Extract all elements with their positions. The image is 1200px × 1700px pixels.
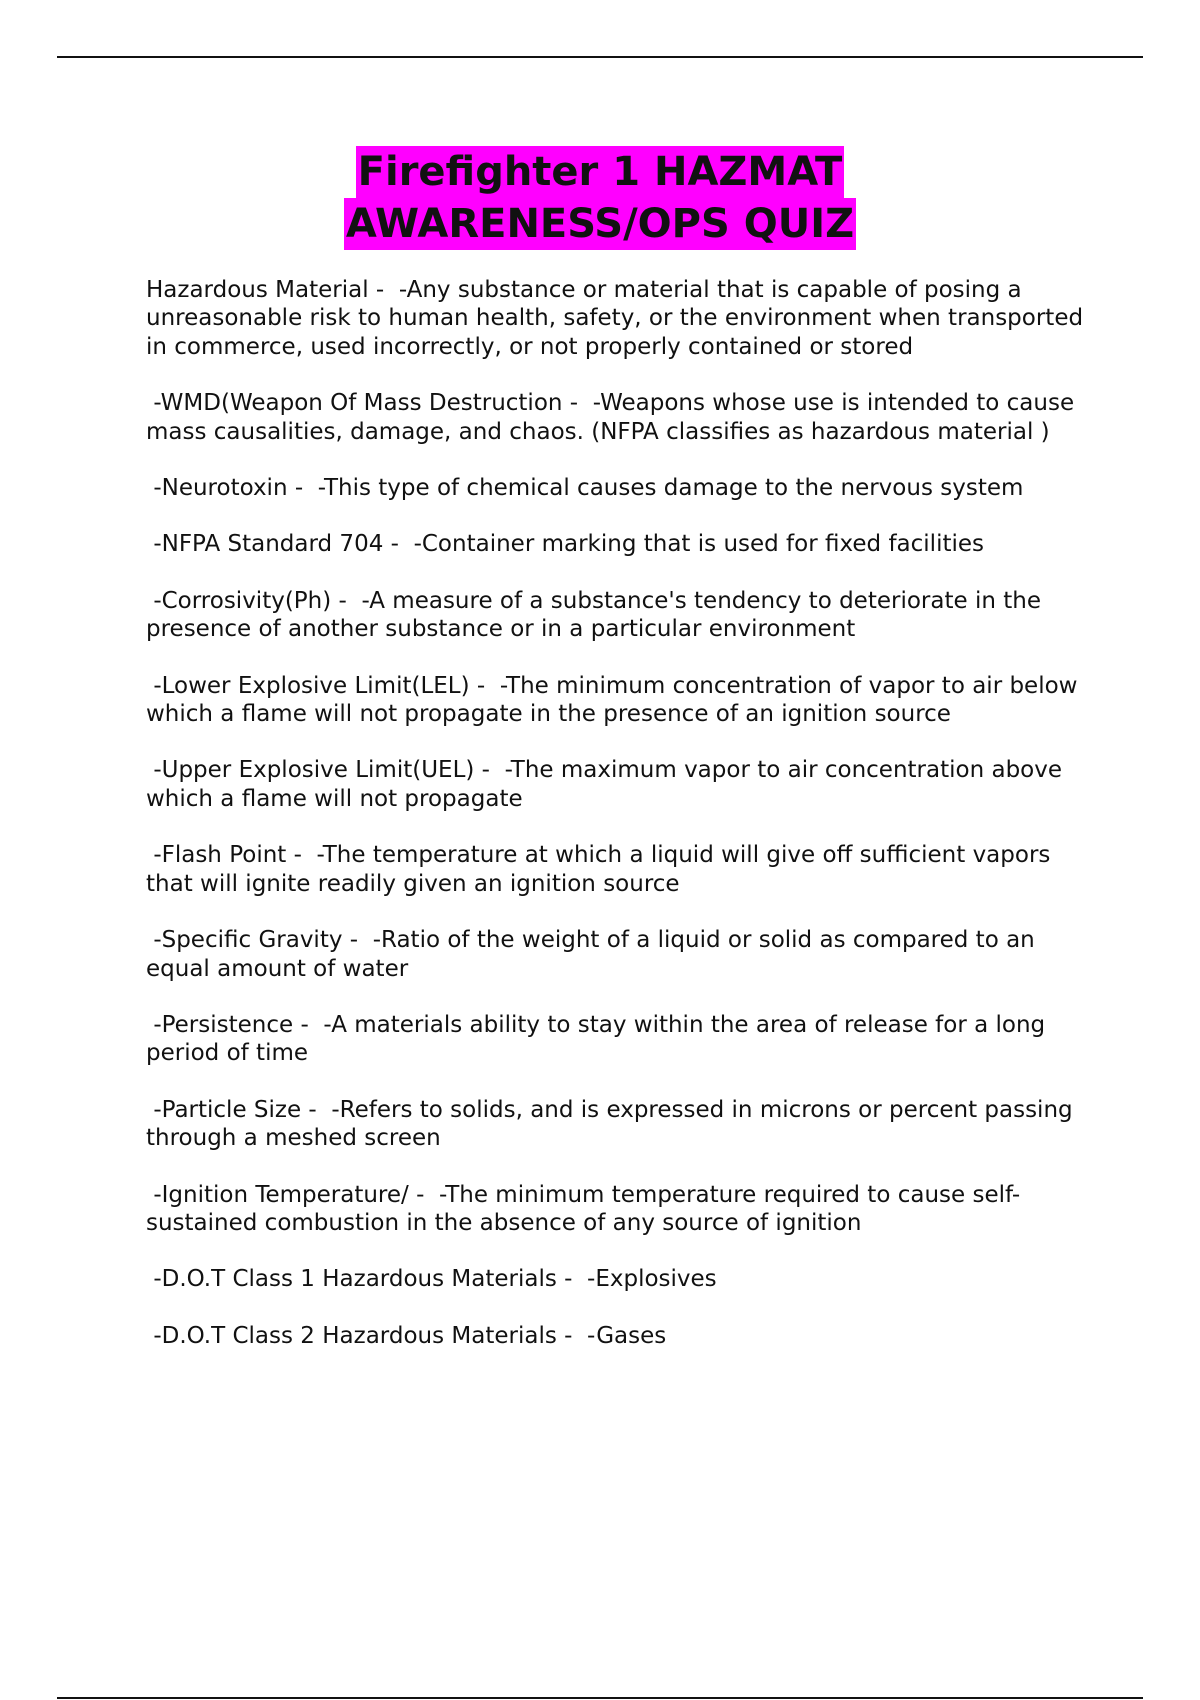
entry-separator: -: [301, 1096, 332, 1123]
entry-term: Hazardous Material: [146, 277, 369, 303]
entry-term: -Ignition Temperature/: [146, 1181, 409, 1208]
entry-term: -NFPA Standard 704: [146, 531, 384, 558]
entry-persistence: [146, 1011, 1096, 1068]
entry-definition: -The minimum concentration of vapor to air below which a flame will not propagate in the presence of an ignition source: [146, 672, 1085, 728]
entry-term: -WMD(Weapon Of Mass Destruction: [146, 390, 563, 417]
entry-separator: -: [556, 1322, 588, 1349]
entry-separator: -: [331, 587, 362, 614]
entry-definition: -Refers to solids, and is expressed in microns or percent passing through a meshed screen: [146, 1096, 1080, 1152]
title-line-1: Firefighter 1 HAZMAT: [356, 146, 845, 198]
entry-definition: -The temperature at which a liquid will give off sufficient vapors that will ignite readily given an ignition source: [146, 842, 1058, 897]
entry-term: -Upper Explosive Limit(UEL): [146, 757, 475, 784]
quiz-entries: [146, 276, 1096, 1378]
entry-term: -Specific Gravity: [146, 927, 343, 954]
entry-definition: -This type of chemical causes damage to the nervous system: [317, 475, 1024, 502]
entry-term: -D.O.T Class 2 Hazardous Materials: [146, 1322, 557, 1349]
entry-separator: -: [383, 531, 414, 558]
entry-term: -Corrosivity(Ph): [146, 587, 332, 614]
entry-hazardous-material: [146, 276, 1096, 361]
entry-particle-size: [146, 1096, 1096, 1153]
entry-neurotoxin: [146, 474, 1096, 502]
entry-corrosivity: [146, 587, 1096, 644]
entry-term: -D.O.T Class 1 Hazardous Materials: [146, 1266, 557, 1293]
entry-separator: -: [286, 842, 317, 869]
entry-term: -Neurotoxin: [146, 475, 288, 502]
entry-flash-point: [146, 841, 1096, 898]
entry-separator: -: [556, 1266, 588, 1293]
entry-separator: -: [293, 1011, 324, 1038]
entry-separator: -: [408, 1181, 440, 1208]
entry-separator: -: [287, 475, 318, 502]
entry-separator: -: [562, 390, 593, 417]
entry-dot-class-1: [146, 1265, 1096, 1293]
entry-nfpa-704: [146, 530, 1096, 558]
entry-definition: -A materials ability to stay within the area of release for a long period of time: [146, 1011, 1053, 1067]
entry-specific-gravity: [146, 926, 1096, 983]
entry-definition: -Container marking that is used for fixed facilities: [413, 531, 984, 558]
entry-definition: -Ratio of the weight of a liquid or solid as compared to an equal amount of water: [146, 927, 1043, 982]
document-title: [0, 146, 1200, 250]
entry-uel: [146, 756, 1096, 813]
entry-term: -Persistence: [146, 1011, 294, 1038]
entry-dot-class-2: [146, 1322, 1096, 1350]
entry-separator: -: [474, 757, 505, 784]
entry-definition: -Any substance or material that is capable of posing a unreasonable risk to human health, safety, or the environment when transported in commerce, used incorrectly, or not properly contained or stored: [146, 277, 1091, 360]
entry-separator: -: [342, 927, 373, 954]
entry-wmd: [146, 389, 1096, 446]
entry-lel: [146, 672, 1096, 729]
top-rule: [57, 56, 1143, 58]
entry-term: -Lower Explosive Limit(LEL): [146, 672, 470, 699]
entry-definition: -Gases: [587, 1322, 667, 1349]
entry-term: -Particle Size: [146, 1096, 302, 1123]
entry-definition: -A measure of a substance's tendency to deteriorate in the presence of another substance or in a particular environment: [146, 587, 1049, 643]
entry-ignition-temperature: [146, 1181, 1096, 1238]
entry-separator: -: [469, 672, 500, 699]
entry-definition: -The minimum temperature required to cause self-sustained combustion in the absence of any source of ignition: [146, 1181, 1021, 1236]
bottom-rule: [57, 1697, 1143, 1699]
entry-term: -Flash Point: [146, 842, 287, 869]
entry-definition: -Explosives: [587, 1266, 717, 1293]
title-line-2: AWARENESS/OPS QUIZ: [344, 198, 856, 250]
entry-definition: -The maximum vapor to air concentration above which a flame will not propagate: [146, 757, 1070, 812]
entry-separator: -: [368, 277, 399, 303]
entry-definition: -Weapons whose use is intended to cause mass causalities, damage, and chaos. (NFPA classifies as hazardous material ): [146, 390, 1082, 445]
